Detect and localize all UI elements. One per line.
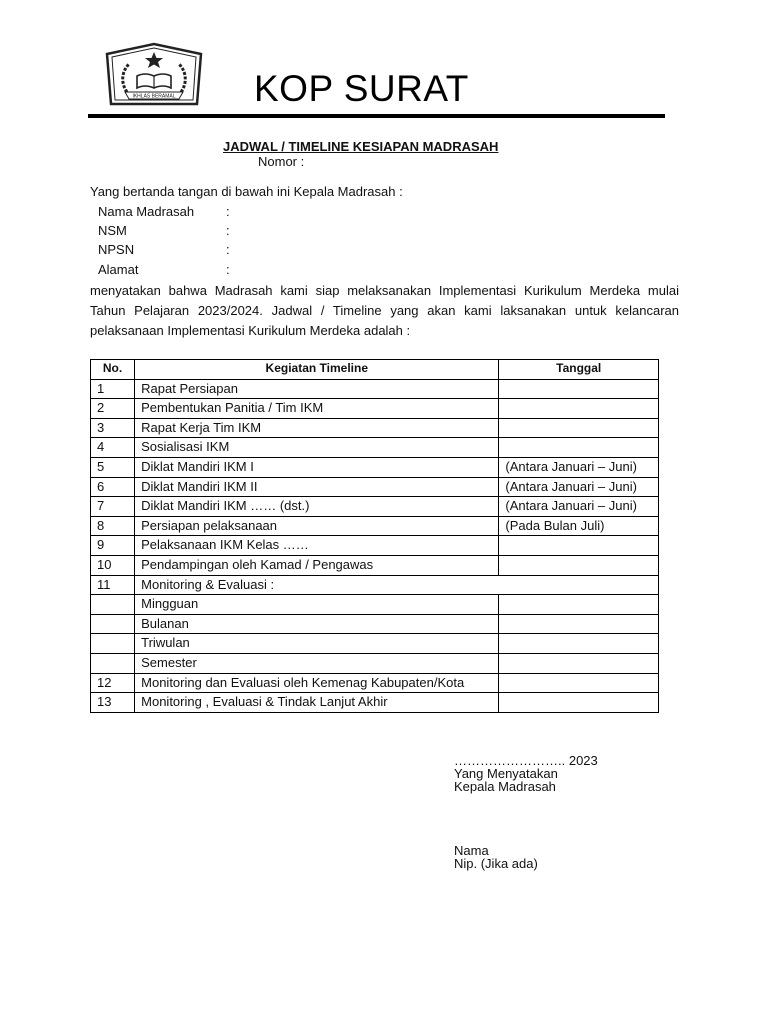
cell-kegiatan: Diklat Mandiri IKM …… (dst.) — [135, 497, 499, 517]
cell-no — [91, 614, 135, 634]
cell-kegiatan: Pendampingan oleh Kamad / Pengawas — [135, 555, 499, 575]
cell-no: 10 — [91, 555, 135, 575]
field-label: Alamat — [98, 262, 139, 277]
cell-tanggal — [499, 653, 659, 673]
header-no: No. — [91, 360, 135, 380]
table-row — [91, 653, 659, 673]
cell-tanggal: (Antara Januari – Juni) — [499, 497, 659, 517]
signature-name: Nama — [454, 843, 489, 858]
cell-tanggal — [499, 673, 659, 693]
cell-no: 1 — [91, 379, 135, 399]
cell-tanggal: (Antara Januari – Juni) — [499, 477, 659, 497]
intro-text: Yang bertanda tangan di bawah ini Kepala Madrasah : — [90, 184, 403, 199]
cell-kegiatan: Monitoring & Evaluasi : — [135, 575, 659, 595]
cell-no — [91, 653, 135, 673]
cell-no: 2 — [91, 399, 135, 419]
cell-no: 12 — [91, 673, 135, 693]
signature-position: Kepala Madrasah — [454, 779, 556, 794]
table-row — [91, 399, 659, 419]
cell-tanggal — [499, 438, 659, 458]
field-label: NSM — [98, 223, 127, 238]
cell-no: 6 — [91, 477, 135, 497]
table-header-row — [91, 360, 659, 380]
document-number-label: Nomor : — [258, 154, 305, 169]
cell-kegiatan: Semester — [135, 653, 499, 673]
field-label: Nama Madrasah — [98, 204, 195, 219]
field-nama-madrasah — [98, 204, 298, 222]
cell-kegiatan: Pembentukan Panitia / Tim IKM — [135, 399, 499, 419]
cell-no — [91, 634, 135, 654]
table-row — [91, 497, 659, 517]
table-row — [91, 457, 659, 477]
cell-kegiatan: Sosialisasi IKM — [135, 438, 499, 458]
table-row — [91, 595, 659, 615]
cell-no: 9 — [91, 536, 135, 556]
cell-no: 11 — [91, 575, 135, 595]
field-colon: : — [226, 242, 230, 257]
table-row — [91, 418, 659, 438]
table-row — [91, 438, 659, 458]
field-alamat — [98, 262, 298, 280]
header-tanggal: Tanggal — [499, 360, 659, 380]
cell-kegiatan: Monitoring , Evaluasi & Tindak Lanjut Akhir — [135, 693, 499, 713]
cell-tanggal — [499, 555, 659, 575]
cell-tanggal — [499, 595, 659, 615]
field-npsn — [98, 242, 298, 260]
table-row — [91, 555, 659, 575]
cell-kegiatan: Diklat Mandiri IKM I — [135, 457, 499, 477]
cell-tanggal — [499, 693, 659, 713]
document-title: JADWAL / TIMELINE KESIAPAN MADRASAH — [223, 139, 499, 154]
cell-tanggal — [499, 614, 659, 634]
cell-no: 3 — [91, 418, 135, 438]
cell-tanggal — [499, 399, 659, 419]
table-row — [91, 379, 659, 399]
table-row — [91, 673, 659, 693]
table-row — [91, 536, 659, 556]
table-row — [91, 634, 659, 654]
table-row — [91, 477, 659, 497]
field-colon: : — [226, 223, 230, 238]
cell-tanggal — [499, 379, 659, 399]
cell-kegiatan: Rapat Persiapan — [135, 379, 499, 399]
field-colon: : — [226, 262, 230, 277]
cell-no: 13 — [91, 693, 135, 713]
table-row — [91, 693, 659, 713]
cell-kegiatan: Rapat Kerja Tim IKM — [135, 418, 499, 438]
kemenag-logo — [99, 42, 209, 114]
cell-no: 5 — [91, 457, 135, 477]
cell-no: 8 — [91, 516, 135, 536]
cell-tanggal: (Antara Januari – Juni) — [499, 457, 659, 477]
cell-kegiatan: Persiapan pelaksanaan — [135, 516, 499, 536]
cell-tanggal — [499, 418, 659, 438]
cell-kegiatan: Monitoring dan Evaluasi oleh Kemenag Kabupaten/Kota — [135, 673, 499, 693]
field-label: NPSN — [98, 242, 135, 257]
letterhead-title: KOP SURAT — [254, 68, 469, 109]
signature-nip: Nip. (Jika ada) — [454, 856, 538, 871]
logo-ribbon-text: IKHLAS BERAMAL — [132, 93, 176, 100]
signature-date-line: …………………….. 2023 — [454, 753, 598, 768]
cell-tanggal — [499, 536, 659, 556]
cell-no: 4 — [91, 438, 135, 458]
table-row — [91, 575, 659, 595]
cell-tanggal: (Pada Bulan Juli) — [499, 516, 659, 536]
header-kegiatan: Kegiatan Timeline — [135, 360, 499, 380]
field-colon: : — [226, 204, 230, 219]
cell-kegiatan: Pelaksanaan IKM Kelas …… — [135, 536, 499, 556]
cell-kegiatan: Triwulan — [135, 634, 499, 654]
timeline-table — [90, 359, 659, 713]
cell-kegiatan: Bulanan — [135, 614, 499, 634]
signature-statement: Yang Menyatakan — [454, 766, 558, 781]
cell-no: 7 — [91, 497, 135, 517]
table-row — [91, 516, 659, 536]
field-nsm — [98, 223, 298, 241]
letterhead-divider — [88, 114, 665, 118]
cell-tanggal — [499, 634, 659, 654]
cell-no — [91, 595, 135, 615]
cell-kegiatan: Mingguan — [135, 595, 499, 615]
statement-paragraph: menyatakan bahwa Madrasah kami siap melaksanakan Implementasi Kurikulum Merdeka mulai Tahun Pelajaran 2023/2024. Jadwal / Timeline yang akan kami laksanakan untuk kelancaran pelaksanaan Implementasi Kurikulum Merdeka adalah : — [90, 283, 679, 338]
cell-kegiatan: Diklat Mandiri IKM II — [135, 477, 499, 497]
table-row — [91, 614, 659, 634]
